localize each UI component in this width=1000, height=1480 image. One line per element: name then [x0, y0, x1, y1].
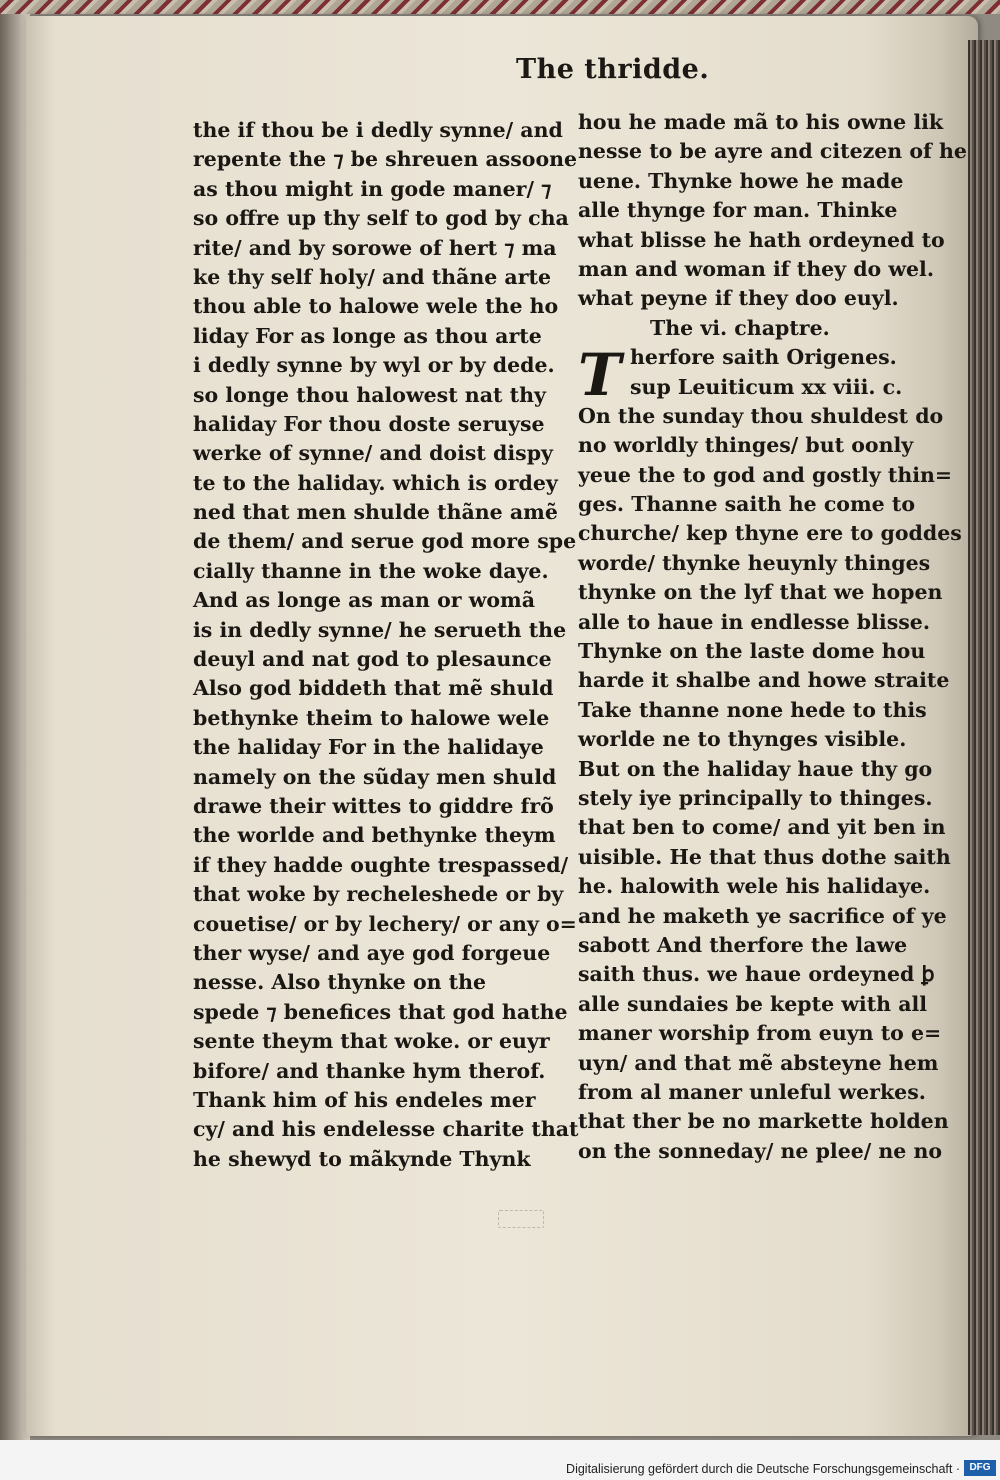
text-line: uene. Thynke howe he made: [578, 168, 904, 193]
text-line: rite/ and by sorowe of hert ⁊ ma: [193, 235, 557, 260]
text-line: de them/ and serue god more spe: [193, 529, 577, 554]
text-line: what blisse he hath ordeyned to: [578, 227, 945, 252]
text-line: drawe their wittes to giddre frõ: [193, 793, 554, 818]
text-line: uisible. He that thus dothe saith: [578, 844, 951, 869]
text-line: maner worship from euyn to e=: [578, 1021, 942, 1046]
page-edges: [968, 40, 1000, 1435]
text-line: from al maner unleful werkes.: [578, 1079, 926, 1104]
text-line: nesse to be ayre and citezen of he: [578, 139, 967, 164]
text-line: that ben to come/ and yit ben in: [578, 815, 946, 840]
text-line: haliday For thou doste seruyse: [193, 411, 545, 436]
text-line: no worldly thinges/ but oonly: [578, 433, 914, 458]
text-line: couetise/ or by lechery/ or any o=: [193, 911, 577, 936]
text-line: as thou might in gode maner/ ⁊: [193, 176, 552, 201]
text-line: repente the ⁊ be shreuen assoone: [193, 147, 578, 172]
text-line: ther wyse/ and aye god forgeue: [193, 940, 551, 965]
text-line: bifore/ and thanke hym therof.: [193, 1058, 546, 1083]
text-line: nesse. Also thynke on the: [193, 970, 487, 995]
text-line: thou able to halowe wele the ho: [193, 294, 559, 319]
binding-top-band: [0, 0, 1000, 14]
text-line: But on the haliday haue thy go: [578, 756, 933, 781]
text-line: the haliday For in the halidaye: [193, 735, 544, 760]
text-line: alle to haue in endlesse blisse.: [578, 609, 930, 634]
text-line: namely on the sũday men shuld: [193, 764, 557, 789]
text-line: saith thus. we haue ordeyned ꝧ: [578, 962, 935, 987]
text-line: worde/ thynke heuynly thinges: [578, 550, 931, 575]
text-line: worlde ne to thynges visible.: [578, 727, 907, 752]
text-line: bethynke theim to halowe wele: [193, 705, 550, 730]
text-line: alle sundaies be kepte with all: [578, 991, 928, 1016]
text-line: what peyne if they doo euyl.: [578, 286, 899, 311]
text-line: werke of synne/ and doist dispy: [193, 441, 553, 466]
text-line: cially thanne in the woke daye.: [193, 558, 549, 583]
text-line: uyn/ and that mẽ absteyne hem: [578, 1050, 939, 1075]
text-line: churche/ kep thyne ere to goddes: [578, 521, 962, 546]
text-line: harde it shalbe and howe straite: [578, 668, 950, 693]
footer-credit: Digitalisierung gefördert durch die Deutsche Forschungsgemeinschaft ·: [566, 1462, 960, 1476]
text-line: liday For as longe as thou arte: [193, 323, 542, 348]
right-text-column: [578, 108, 967, 1166]
text-line: the if thou be i dedly synne/ and: [193, 118, 563, 142]
text-line: Take thanne none hede to this: [578, 697, 927, 722]
text-line: On the sunday thou shuldest do: [578, 403, 944, 428]
drop-cap: T: [578, 341, 622, 409]
text-line: and he maketh ye sacrifice of ye: [578, 903, 947, 928]
text-line: cy/ and his endelesse charite that: [193, 1117, 579, 1142]
text-line: Thank him of his endeles mer: [193, 1087, 536, 1112]
text-line: te to the haliday. which is ordey: [193, 470, 558, 495]
text-line: so longe thou halowest nat thy: [193, 382, 546, 407]
text-line: thynke on the lyf that we hopen: [578, 580, 943, 605]
library-stamp: [498, 1210, 544, 1228]
text-line: he shewyd to mãkynde Thynk: [193, 1146, 531, 1171]
text-line: And as longe as man or womã: [193, 588, 536, 613]
text-line: deuyl and nat god to plesaunce: [193, 647, 552, 672]
dfg-logo: DFG: [964, 1460, 996, 1476]
text-line: so offre up thy self to god by cha: [193, 206, 569, 231]
text-line: alle thynge for man. Thinke: [578, 198, 898, 223]
text-line: on the sonneday/ ne plee/ ne no: [578, 1138, 943, 1163]
text-line: herfore saith Origenes.: [630, 345, 897, 370]
text-line: sup Leuiticum xx viii. c.: [630, 374, 903, 399]
running-head: The thridde.: [516, 54, 710, 85]
text-line: sabott And therfore the lawe: [578, 932, 908, 957]
text-line: Thynke on the laste dome hou: [578, 639, 926, 664]
text-line: if they hadde oughte trespassed/: [193, 852, 569, 877]
text-line: ke thy self holy/ and thãne arte: [193, 264, 552, 289]
text-line: ges. Thanne saith he come to: [578, 492, 915, 517]
text-line: spede ⁊ benefices that god hathe: [193, 999, 568, 1024]
text-line: that ther be no markette holden: [578, 1109, 949, 1134]
text-line: i dedly synne by wyl or by dede.: [193, 353, 555, 378]
text-line: yeue the to god and gostly thin=: [578, 462, 953, 487]
text-line: is in dedly synne/ he serueth the: [193, 617, 567, 642]
text-line: sente theym that woke. or euyr: [193, 1029, 550, 1054]
text-line: stely iye principally to thinges.: [578, 785, 933, 810]
text-line: ned that men shulde thãne amẽ: [193, 500, 558, 525]
text-line: man and woman if they do wel.: [578, 256, 934, 281]
left-text-column: [193, 116, 579, 1174]
text-line: Also god biddeth that mẽ shuld: [193, 676, 554, 701]
text-line: the worlde and bethynke theym: [193, 823, 556, 848]
text-line: that woke by recheleshede or by: [193, 882, 564, 907]
chapter-heading: The vi. chaptre.: [650, 315, 830, 340]
text-line: he. halowith wele his halidaye.: [578, 874, 931, 899]
text-line: hou he made mã to his owne lik: [578, 110, 944, 134]
